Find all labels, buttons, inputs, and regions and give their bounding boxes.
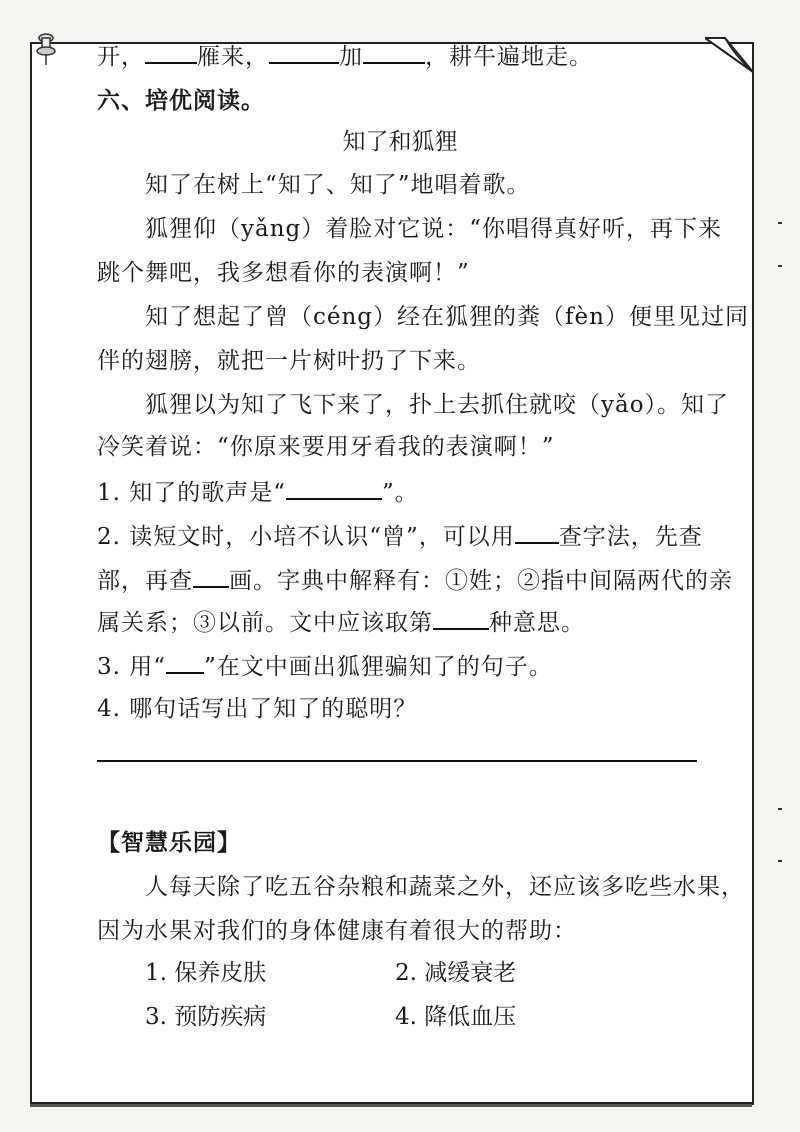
wisdom-intro: 人每天除了吃五谷杂粮和蔬菜之外，还应该多吃些水果， [145,874,745,900]
benefit-item: 3. 预防疾病 [145,1004,267,1030]
scan-mark [778,222,782,224]
answer-blank[interactable] [286,476,382,500]
story-title: 知了和狐狸 [342,129,458,155]
story-paragraph-3-cont: 伴的翅膀，就把一片树叶扔了下来。 [97,348,481,374]
page-shadow [30,1104,752,1107]
fill-blank[interactable] [269,40,339,64]
story-paragraph-2: 狐狸仰（yǎng）着脸对它说：“你唱得真好听，再下来 [145,216,723,242]
question-3: 3. 用“ ”在文中画出狐狸骗知了的句子。 [97,650,553,682]
scan-mark [778,265,782,267]
answer-blank[interactable] [515,520,559,544]
fill-blank[interactable] [363,40,425,64]
question-2-cont: 部，再查 画。字典中解释有：①姓；②指中间隔两代的亲 [97,564,733,596]
question-1: 1. 知了的歌声是“ ”。 [97,476,419,508]
benefit-item: 4. 降低血压 [395,1004,517,1030]
scan-mark [778,860,782,862]
answer-line[interactable] [97,760,697,762]
benefit-item: 1. 保养皮肤 [145,960,267,986]
story-paragraph-2-cont: 跳个舞吧，我多想看你的表演啊！” [97,260,470,286]
story-paragraph-4: 狐狸以为知了飞下来了，扑上去抓住就咬（yǎo）。知了 [145,392,730,418]
question-2-cont2: 属关系；③以前。文中应该取第 种意思。 [97,606,585,638]
question-4: 4. 哪句话写出了知了的聪明？ [97,696,418,722]
curled-corner-icon [705,36,755,76]
fill-blank[interactable] [145,40,197,64]
answer-blank[interactable] [433,606,489,630]
story-paragraph-3: 知了想起了曾（céng）经在狐狸的粪（fèn）便里见过同 [145,304,749,330]
wisdom-heading: 【智慧乐园】 [97,830,241,856]
answer-blank[interactable] [193,564,229,588]
story-paragraph-1: 知了在树上“知了、知了”地唱着歌。 [145,172,531,198]
answer-blank[interactable] [166,650,204,674]
question-2: 2. 读短文时，小培不认识“曾”，可以用 查字法，先查 [97,520,703,552]
scan-mark [778,808,782,810]
continued-sentence: 开， 雁来， 加 ，耕牛遍地走。 [97,40,593,72]
benefit-item: 2. 减缓衰老 [395,960,517,986]
story-paragraph-4-cont: 冷笑着说：“你原来要用牙看我的表演啊！” [97,434,555,460]
pushpin-icon [35,32,57,66]
wisdom-intro-cont: 因为水果对我们的身体健康有着很大的帮助： [97,918,577,944]
section-heading: 六、培优阅读。 [97,88,265,114]
